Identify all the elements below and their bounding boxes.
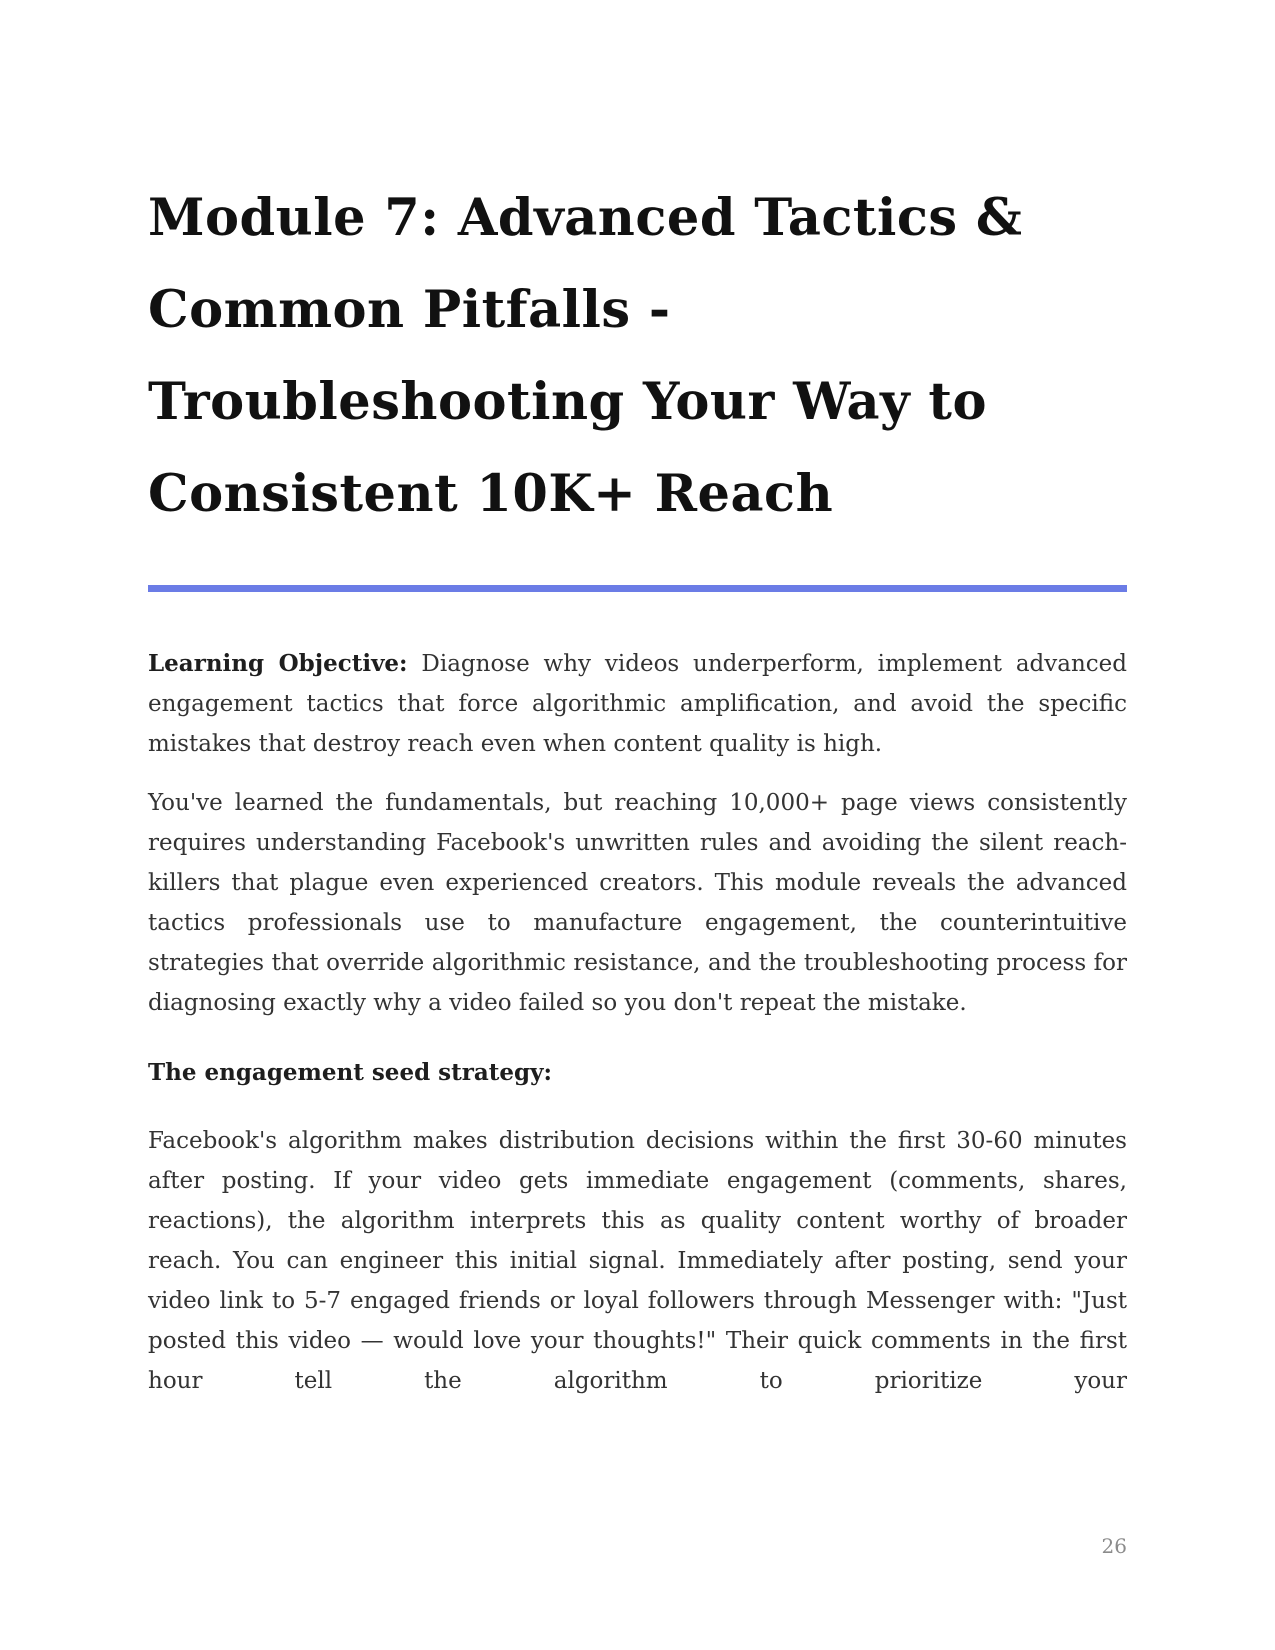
title-line: Troubleshooting Your Way to (148, 372, 987, 432)
learning-objective-paragraph (148, 644, 1127, 764)
learning-objective-text: Diagnose why videos underperform, implement advanced engagement tactics that force algorithmic amplification, and avoid the specific mistakes that destroy reach even when content quality is high. (148, 651, 1127, 757)
learning-objective-label: Learning Objective: (148, 650, 408, 677)
section-heading: The engagement seed strategy: (148, 1059, 552, 1086)
intro-paragraph: You've learned the fundamentals, but reaching 10,000+ page views consistently requires understanding Facebook's unwritten rules and avoiding the silent reach-killers that plague even experienced creators. This module reveals the advanced tactics professionals use to manufacture engagement, the counterintuitive strategies that override algorithmic resistance, and the troubleshooting process for diagnosing exactly why a video failed so you don't repeat the mistake. (148, 790, 1127, 1016)
page-content (148, 0, 1127, 1401)
title-line: Consistent 10K+ Reach (148, 464, 834, 524)
title-line: Common Pitfalls - (148, 280, 671, 340)
engagement-seed-paragraph: Facebook's algorithm makes distribution decisions within the first 30-60 minutes after posting. If your video gets immediate engagement (comments, shares, reactions), the algorithm interprets this as quality content worthy of broader reach. You can engineer this initial signal. Immediately after posting, send your video link to 5-7 engaged friends or loyal followers through Messenger with: "Just posted this video — would love your thoughts!" Their quick comments in the first hour tell the algorithm to prioritize your (148, 1128, 1127, 1394)
page-title (148, 172, 1127, 540)
page-number: 26 (1101, 1534, 1127, 1558)
title-divider (148, 585, 1127, 592)
title-line: Module 7: Advanced Tactics & (148, 188, 1023, 248)
